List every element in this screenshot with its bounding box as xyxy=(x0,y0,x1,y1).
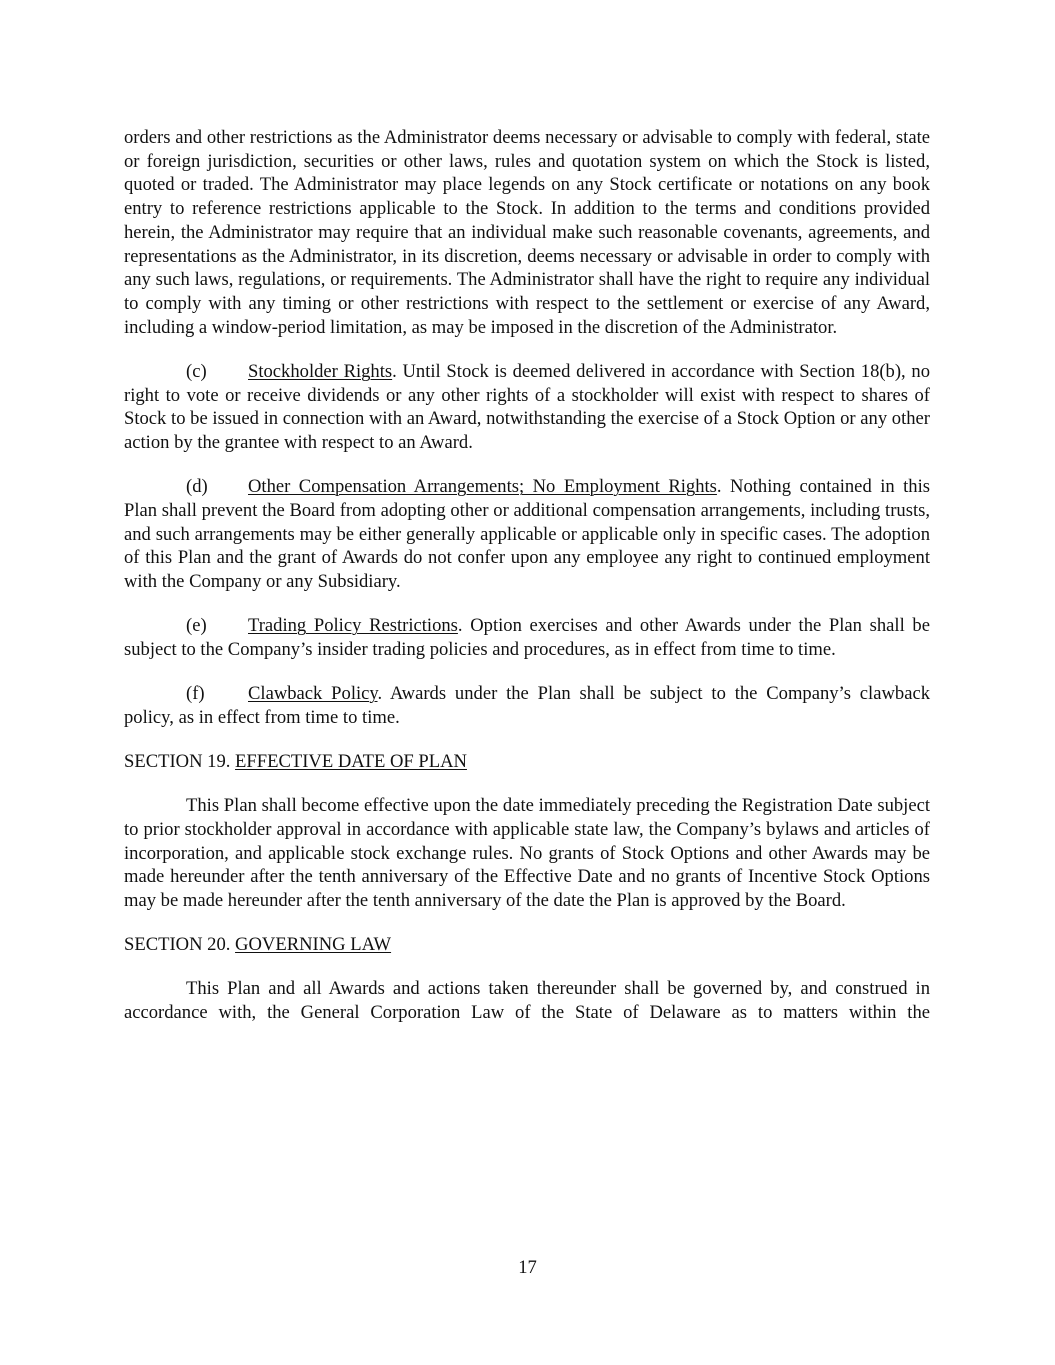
paragraph-title: Other Compensation Arrangements; No Employment Rights xyxy=(248,476,717,498)
paragraph-title: Trading Policy Restrictions xyxy=(248,615,458,637)
paragraph-letter: (c) xyxy=(186,360,207,382)
paragraph-letter: (f) xyxy=(186,683,205,705)
section-title: EFFECTIVE DATE OF PLAN xyxy=(235,750,467,772)
paragraph-letter: (d) xyxy=(186,476,208,498)
document-page xyxy=(124,126,930,1025)
paragraph-f xyxy=(124,682,930,729)
paragraph-body: . Until Stock is deemed delivered in accordance with Section 18(b), no right to vote or receive dividends or any other rights of a stockholder will exist with respect to shares of Stock to be issued in connection with an Award, notwithstanding the exercise of a Stock Option or any other action by the grantee with respect to an Award. xyxy=(124,360,930,453)
section-20-heading xyxy=(124,933,930,957)
continuation-paragraph: orders and other restrictions as the Administrator deems necessary or advisable to comply with federal, state or foreign jurisdiction, securities or other laws, rules and quotation system on which the Stock is listed, quoted or traded. The Administrator may place legends on any Stock certificate or notations on any book entry to reference restrictions applicable to the Stock. In addition to the terms and conditions provided herein, the Administrator may require that an individual make such reasonable covenants, agreements, and representations as the Administrator, in its discretion, deems necessary or advisable in order to comply with any such laws, regulations, or requirements. The Administrator shall have the right to require any individual to comply with any timing or other restrictions with respect to the settlement or exercise of any Award, including a window-period limitation, as may be imposed in the discretion of the Administrator. xyxy=(124,127,930,338)
paragraph-title: Stockholder Rights xyxy=(248,360,393,382)
paragraph-body: . Nothing contained in this Plan shall prevent the Board from adopting other or additional compensation arrangements, including trusts, and such arrangements may be either generally applicable or applicable only in specific cases. The adoption of this Plan and the grant of Awards do not confer upon any employee any right to continued employment with the Company or any Subsidiary. xyxy=(124,476,931,592)
section-19-body xyxy=(124,794,930,913)
paragraph-body: This Plan shall become effective upon the date immediately preceding the Registration Date subject to prior stockholder approval in accordance with applicable state law, the Company’s bylaws and articles of incorporation, and applicable stock exchange rules. No grants of Stock Options and other Awards may be made hereunder after the tenth anniversary of the Effective Date and no grants of Incentive Stock Options may be made hereunder after the tenth anniversary of the date the Plan is approved by the Board. xyxy=(124,795,930,911)
paragraph-letter: (e) xyxy=(186,615,207,637)
page-number: 17 xyxy=(518,1257,537,1278)
paragraph-e xyxy=(124,614,930,661)
paragraph-d xyxy=(124,475,930,594)
section-label: SECTION 20. xyxy=(124,934,236,956)
section-20-body xyxy=(124,977,930,1024)
paragraph-c xyxy=(124,360,930,455)
section-19-heading xyxy=(124,750,930,774)
paragraph-body: . Awards under the Plan shall be subject to the Company’s clawback policy, as in effect from time to time. xyxy=(124,683,930,728)
paragraph-body: This Plan and all Awards and actions taken thereunder shall be governed by, and construed in accordance with, the General Corporation Law of the State of Delaware as to matters within the xyxy=(124,978,930,1024)
paragraph-title: Clawback Policy xyxy=(248,683,378,705)
section-label: SECTION 19. xyxy=(124,750,236,772)
paragraph-body: . Option exercises and other Awards under the Plan shall be subject to the Company’s insider trading policies and procedures, as in effect from time to time. xyxy=(124,615,930,660)
section-title: GOVERNING LAW xyxy=(235,934,392,956)
